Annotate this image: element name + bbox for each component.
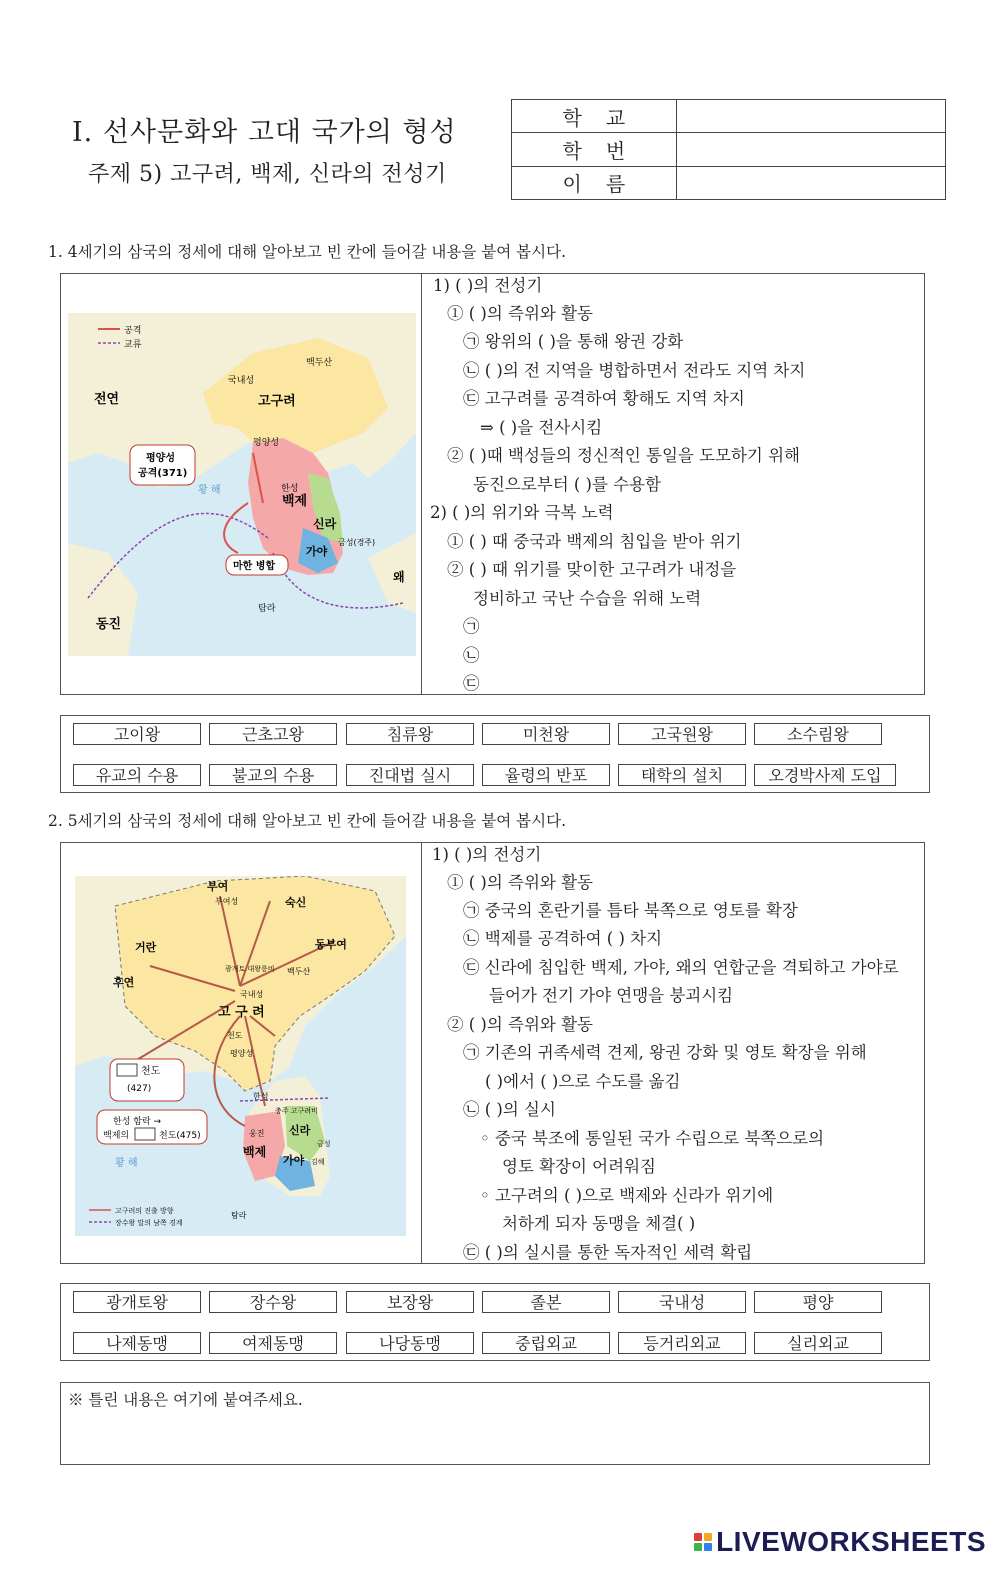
q2-chip-3[interactable]: 보장왕 xyxy=(346,1291,474,1313)
q2-line-5: ㉢ 신라에 침입한 백제, 가야, 왜의 연합군을 격퇴하고 가야로 xyxy=(463,958,899,977)
school-input[interactable] xyxy=(677,100,945,132)
q1-line-4: ㉡ ( )의 전 지역을 병합하면서 전라도 지역 차지 xyxy=(463,361,806,380)
q2-line-7: ② ( )의 즉위와 활동 xyxy=(447,1015,593,1034)
callout-cheondo-sub: (427) xyxy=(127,1084,152,1094)
q1-line-9: 2) ( )의 위기와 극복 노력 xyxy=(430,503,614,522)
info-label-name: 이름 xyxy=(512,166,677,199)
q2-line-3: ㉠ 중국의 혼란기를 틈타 북쪽으로 영토를 확장 xyxy=(463,901,798,920)
info-label-number: 학번 xyxy=(512,133,677,166)
q2-line-9: ( )에서 ( )으로 수도를 옮김 xyxy=(485,1072,681,1091)
question-1-divider xyxy=(421,273,422,695)
label-gimhae: 김해 xyxy=(311,1158,325,1166)
info-field-school[interactable] xyxy=(676,100,945,133)
q2-line-15: ㉢ ( )의 실시를 통한 독자적인 세력 확립 xyxy=(463,1243,753,1262)
q2-chip-1[interactable]: 광개토왕 xyxy=(73,1291,201,1313)
q1-chip-4[interactable]: 미천왕 xyxy=(482,723,610,745)
label-huyeon: 후연 xyxy=(113,976,135,989)
q2-line-6: 들어가 전기 가야 연맹을 붕괴시킴 xyxy=(489,986,734,1005)
label-baekdu-2: 백두산 xyxy=(287,967,311,976)
label-gungnae-2: 국내성 xyxy=(240,990,264,999)
label-sea-2: 황 해 xyxy=(115,1158,138,1169)
liveworksheets-logo xyxy=(694,1526,986,1558)
logo-text: LIVEWORKSHEETS xyxy=(716,1526,986,1557)
callout-hanseong-line2a: 백제의 xyxy=(103,1131,130,1141)
number-input[interactable] xyxy=(677,133,945,165)
label-ungjin: 웅진 xyxy=(249,1129,265,1138)
logo-square-1 xyxy=(694,1533,702,1541)
label-goguryeo: 고구려 xyxy=(258,394,296,409)
q1-line-13: ㉠ xyxy=(463,617,480,636)
label-pyongyang-2: 평양성 xyxy=(230,1049,254,1058)
label-georan: 거란 xyxy=(135,941,157,954)
q2-line-2: ① ( )의 즉위와 활동 xyxy=(447,873,593,892)
label-geumseong: 금성(경주) xyxy=(338,538,376,547)
label-tamra: 탐라 xyxy=(258,604,276,614)
label-mahan: 마한 병합 xyxy=(233,561,276,572)
q2-chip-9[interactable]: 나당동맹 xyxy=(346,1332,474,1354)
label-suksin: 숙신 xyxy=(285,896,307,909)
logo-square-2 xyxy=(704,1533,712,1541)
label-pyongyang: 평양성 xyxy=(253,438,280,448)
label-cheondo-arrow: 천도 xyxy=(227,1031,243,1040)
question-2-divider xyxy=(421,842,422,1264)
label-hanseong-2: 한성 xyxy=(253,1092,269,1101)
q2-line-1: 1) ( )의 전성기 xyxy=(432,845,542,864)
q1-chip-11[interactable]: 태학의 설치 xyxy=(618,764,746,786)
label-buyeoseong: 부여성 xyxy=(215,897,239,906)
label-jeonyeon: 전연 xyxy=(94,392,120,407)
q1-chip-5[interactable]: 고국원왕 xyxy=(618,723,746,745)
legend-exchange: 교류 xyxy=(124,340,142,350)
q2-line-4: ㉡ 백제를 공격하여 ( ) 차지 xyxy=(463,929,663,948)
q2-line-8: ㉠ 기존의 귀족세력 견제, 왕권 강화 및 영토 확장을 위해 xyxy=(463,1043,867,1062)
callout-cheondo-title: 천도 xyxy=(141,1066,161,1077)
callout-hanseong-line2b: 천도(475) xyxy=(159,1131,201,1141)
callout-pyongyang-title: 평양성 xyxy=(146,453,175,464)
map-4th-century xyxy=(68,313,416,656)
label-baekdu: 백두산 xyxy=(306,358,333,368)
q1-line-6: ⇒ ( )을 전사시킴 xyxy=(480,418,603,437)
callout-pyongyang-sub: 공격(371) xyxy=(138,468,188,479)
legend-attack: 공격 xyxy=(124,326,142,336)
legend-advance: 고구려의 진출 방향 xyxy=(115,1207,174,1215)
q1-line-11: ② ( ) 때 위기를 맞이한 고구려가 내정을 xyxy=(447,560,737,579)
label-silla-2: 신라 xyxy=(289,1124,311,1137)
label-baekje-2: 백제 xyxy=(243,1145,267,1159)
legend-border: 장수왕 말의 남쪽 경계 xyxy=(115,1219,183,1227)
page-title: Ⅰ. 선사문화와 고대 국가의 형성 xyxy=(72,117,457,148)
q1-line-1: 1) ( )의 전성기 xyxy=(433,276,543,295)
page-subtitle: 주제 5) 고구려, 백제, 신라의 전성기 xyxy=(88,162,447,187)
info-field-number[interactable] xyxy=(676,133,945,166)
label-dongbuyeo: 동부여 xyxy=(315,938,347,951)
label-baekje: 백제 xyxy=(282,494,308,509)
q1-chip-7[interactable]: 유교의 수용 xyxy=(73,764,201,786)
callout-hanseong-line1: 한성 함락 → xyxy=(113,1117,162,1127)
label-chungju: 충주 고구려비 xyxy=(275,1107,318,1115)
q1-line-10: ① ( ) 때 중국과 백제의 침입을 받아 위기 xyxy=(447,532,742,551)
name-input[interactable] xyxy=(677,167,945,199)
map-5th-century xyxy=(75,876,406,1236)
q2-chip-10[interactable]: 중립외교 xyxy=(482,1332,610,1354)
label-gungnae: 국내성 xyxy=(228,376,255,386)
q2-chip-7[interactable]: 나제동맹 xyxy=(73,1332,201,1354)
q1-chip-12[interactable]: 오경박사제 도입 xyxy=(754,764,896,786)
q1-line-2: ① ( )의 즉위와 활동 xyxy=(447,304,593,323)
q2-line-11: ◦ 중국 북조에 통일된 국가 수립으로 북쪽으로의 xyxy=(480,1129,825,1148)
label-silla: 신라 xyxy=(313,517,337,531)
q2-chip-5[interactable]: 국내성 xyxy=(618,1291,746,1313)
q1-line-14: ㉡ xyxy=(463,646,480,665)
q1-chip-9[interactable]: 진대법 실시 xyxy=(346,764,474,786)
q1-line-15: ㉢ xyxy=(463,674,480,693)
q2-chip-6[interactable]: 평양 xyxy=(754,1291,882,1313)
q1-line-12: 정비하고 국난 수습을 위해 노력 xyxy=(473,589,702,608)
q1-line-3: ㉠ 왕위의 ( )을 통해 왕권 강화 xyxy=(463,332,684,351)
label-gaya-2: 가야 xyxy=(283,1154,305,1167)
q1-chip-3[interactable]: 침류왕 xyxy=(346,723,474,745)
logo-mark-icon xyxy=(694,1533,712,1551)
q2-chip-8[interactable]: 여제동맹 xyxy=(209,1332,337,1354)
label-stele: 광개토 대왕릉비 xyxy=(225,965,275,973)
wrong-answer-note: ※ 틀린 내용은 여기에 붙여주세요. xyxy=(68,1391,303,1409)
label-dongjin: 동진 xyxy=(96,617,122,632)
q2-line-12: 영토 확장이 어려워짐 xyxy=(502,1157,656,1176)
label-sea: 황 해 xyxy=(198,485,221,496)
question-2-prompt: 2. 5세기의 삼국의 정세에 대해 알아보고 빈 칸에 들어갈 내용을 붙여 봅시다. xyxy=(48,812,566,830)
q2-chip-11[interactable]: 등거리외교 xyxy=(618,1332,746,1354)
q2-line-14: 처하게 되자 동맹을 체결( ) xyxy=(502,1214,696,1233)
q1-line-5: ㉢ 고구려를 공격하여 황해도 지역 차지 xyxy=(463,389,745,408)
q1-chip-10[interactable]: 율령의 반포 xyxy=(482,764,610,786)
q1-chip-8[interactable]: 불교의 수용 xyxy=(209,764,337,786)
q1-chip-1[interactable]: 고이왕 xyxy=(73,723,201,745)
q2-line-13: ◦ 고구려의 ( )으로 백제와 신라가 위기에 xyxy=(480,1186,774,1205)
label-buyeo: 부여 xyxy=(207,880,229,893)
logo-square-3 xyxy=(694,1543,702,1551)
label-tamra-2: 탐라 xyxy=(231,1211,247,1220)
q1-line-8: 동진으로부터 ( )를 수용함 xyxy=(473,475,661,494)
q1-chip-6[interactable]: 소수림왕 xyxy=(754,723,882,745)
label-geumseong-2: 금성 xyxy=(317,1140,331,1148)
info-field-name[interactable] xyxy=(676,166,945,199)
q2-chip-4[interactable]: 졸본 xyxy=(482,1291,610,1313)
q1-chip-2[interactable]: 근초고왕 xyxy=(209,723,337,745)
q2-chip-12[interactable]: 실리외교 xyxy=(754,1332,882,1354)
q2-chip-2[interactable]: 장수왕 xyxy=(209,1291,337,1313)
label-gaya: 가야 xyxy=(306,545,328,558)
question-1-prompt: 1. 4세기의 삼국의 정세에 대해 알아보고 빈 칸에 들어갈 내용을 붙여 봅시다. xyxy=(48,243,566,261)
label-goguryeo-2: 고 구 려 xyxy=(218,1005,265,1020)
label-wa: 왜 xyxy=(393,570,405,584)
q2-line-10: ㉡ ( )의 실시 xyxy=(463,1100,556,1119)
info-label-school: 학교 xyxy=(512,100,677,133)
label-hanseong: 한성 xyxy=(281,484,299,494)
logo-square-4 xyxy=(704,1543,712,1551)
student-info-table xyxy=(511,99,946,200)
q1-line-7: ② ( )때 백성들의 정신적인 통일을 도모하기 위해 xyxy=(447,446,800,465)
